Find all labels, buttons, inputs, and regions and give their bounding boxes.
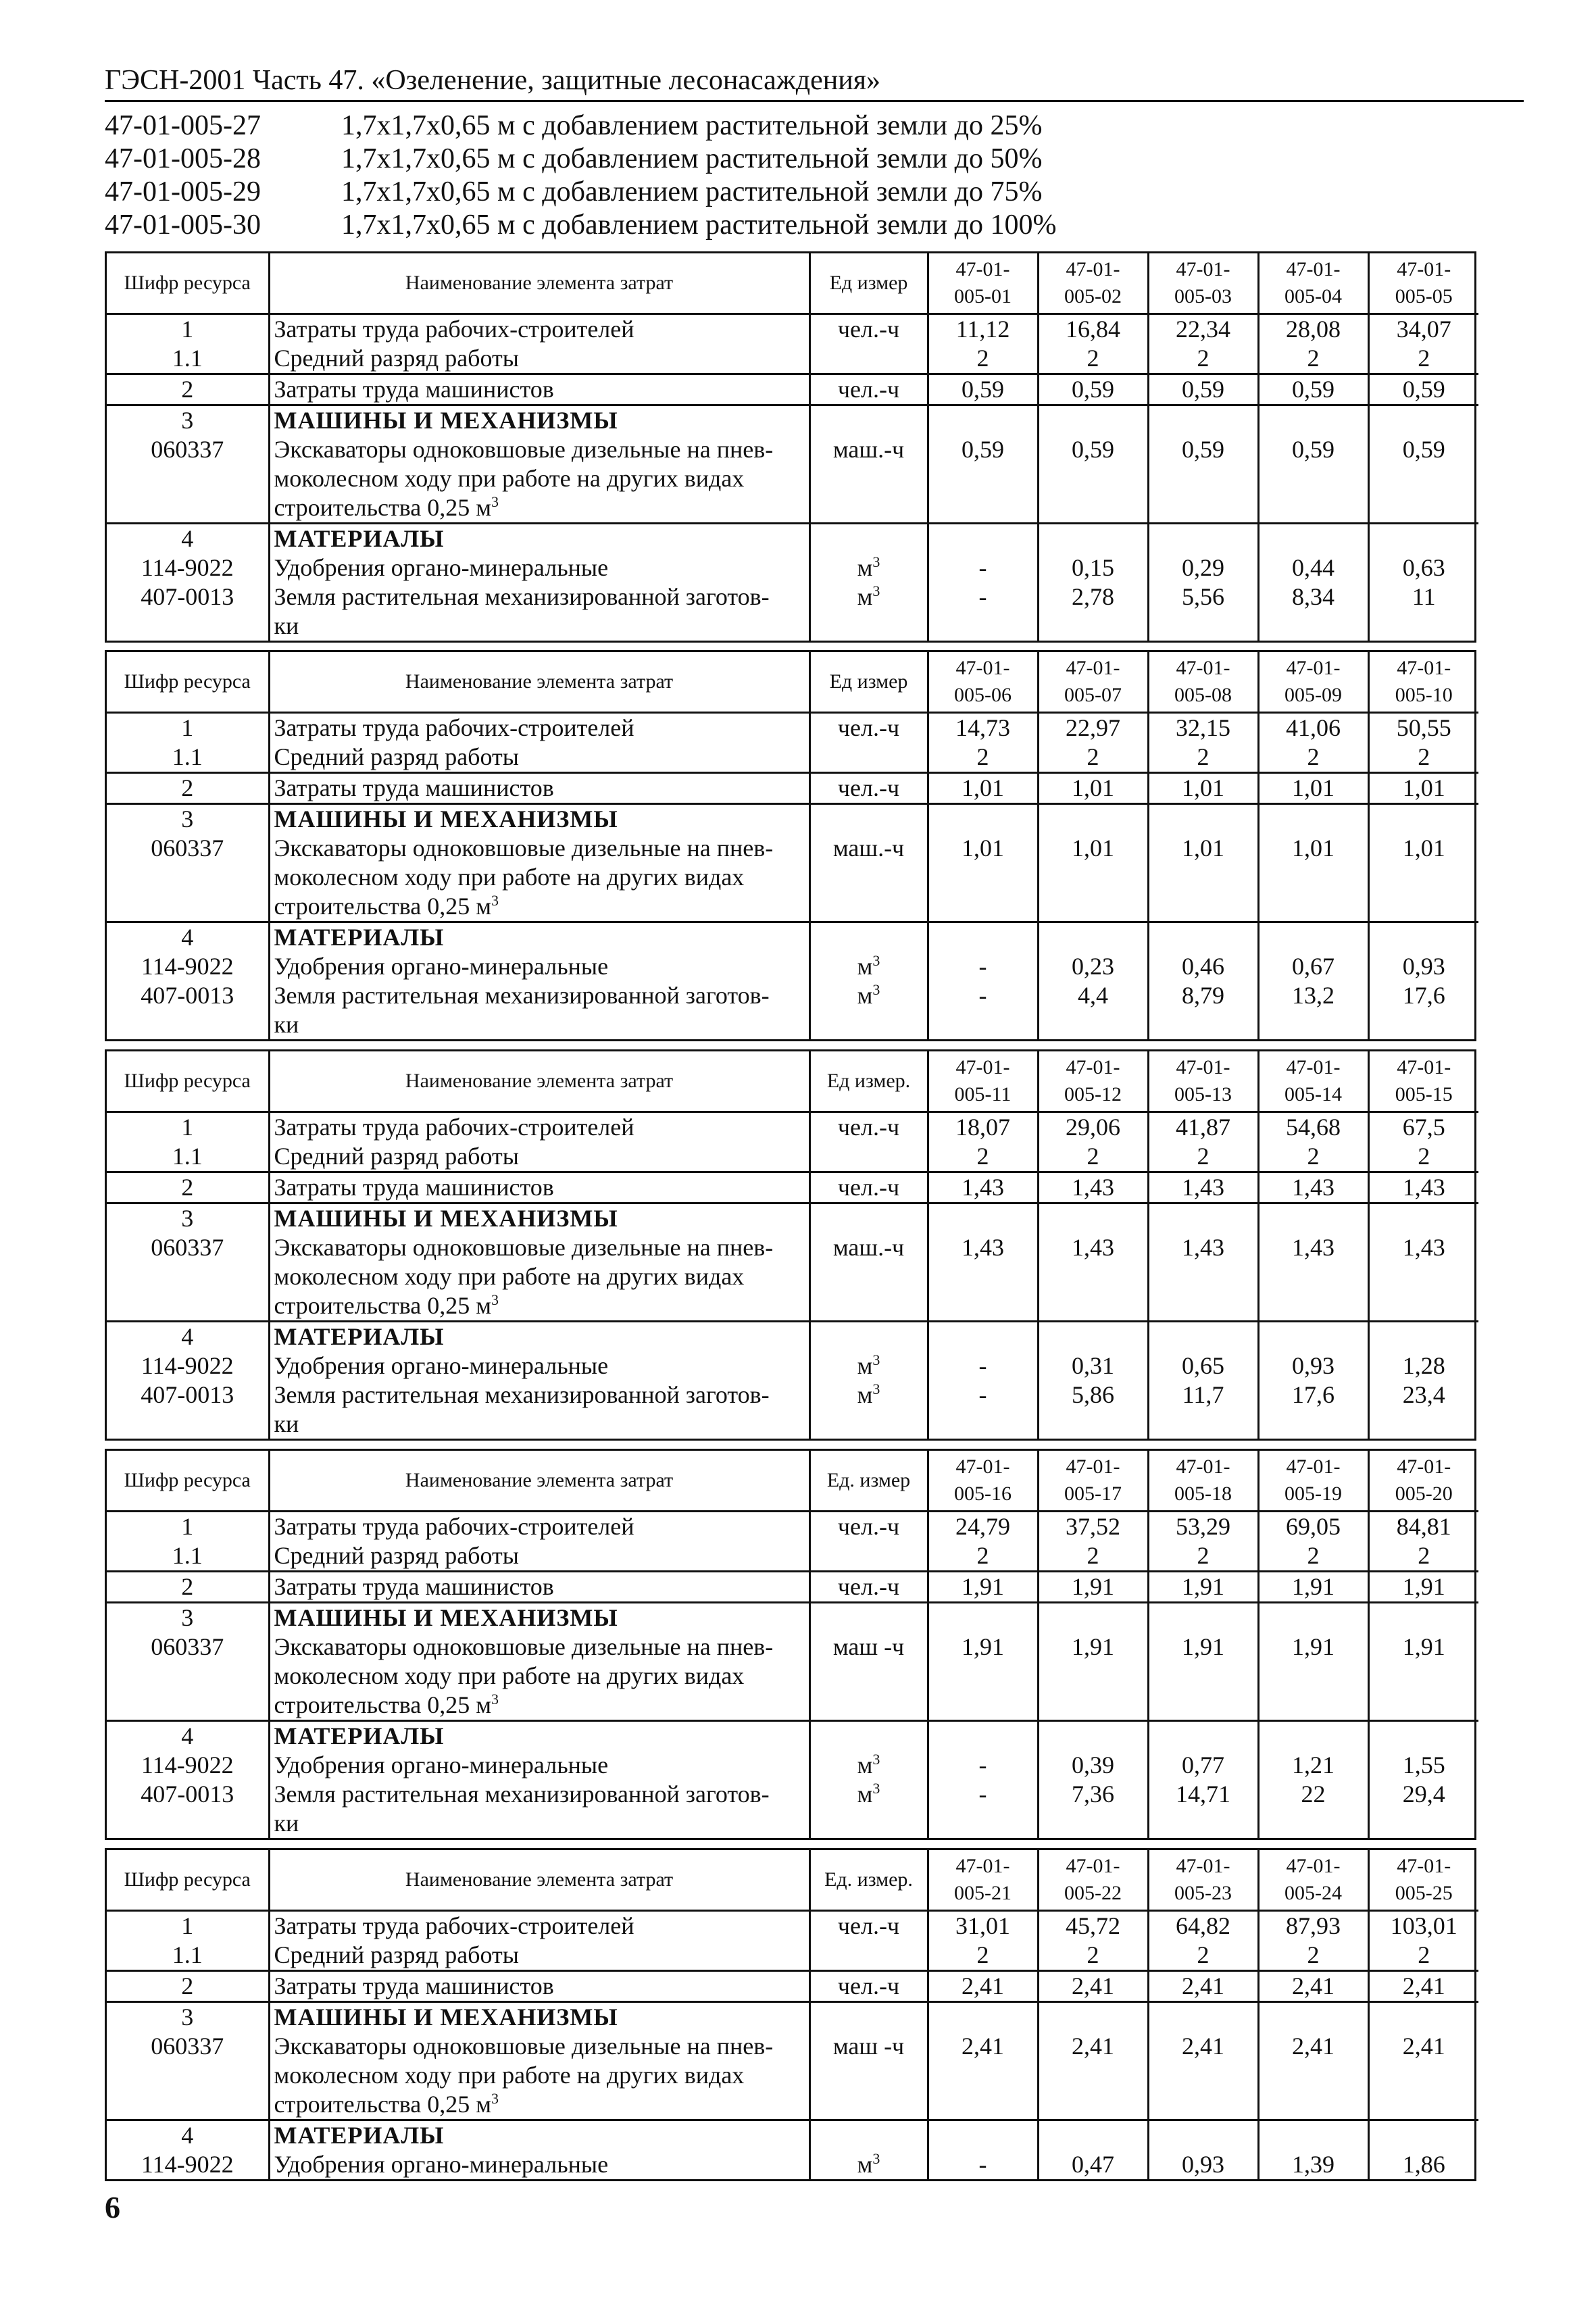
intro-item [105,209,1524,242]
value-cell: 22,97 [1038,713,1148,743]
intro-code: 47-01-005-27 [105,110,261,141]
value-cell: 1,01 [1368,834,1478,922]
column-header: 47-01- 005-07 [1038,652,1148,713]
value-cell: 0,59 [1038,435,1148,524]
table-row: 2 Затраты труда машинистов чел.-ч 2,41 2,41 2,41 2,41 2,41 [107,1971,1478,2002]
table-row: 3 МАШИНЫ И МЕХАНИЗМЫ [107,2002,1478,2033]
section-heading: МАШИНЫ И МЕХАНИЗМЫ [269,405,809,436]
header-unit: Ед измер [809,253,928,314]
header-name: Наименование элемента затрат [269,1850,809,1911]
value-cell: 1,01 [1038,773,1148,804]
table-row: 1.1 Средний разряд работы 2 2 2 2 2 [107,743,1478,773]
table-header-row [107,652,1478,713]
intro-code: 47-01-005-28 [105,143,261,174]
value-cell: 1,39 [1258,2150,1368,2179]
intro-code: 47-01-005-29 [105,176,261,207]
value-cell: 8,34 [1258,582,1368,641]
value-cell: 2 [1368,743,1478,773]
value-cell: 87,93 [1258,1911,1368,1941]
value-cell: 0,39 [1038,1751,1148,1780]
table-row: 2 Затраты труда машинистов чел.-ч 1,01 1,01 1,01 1,01 1,01 [107,773,1478,804]
value-cell: 2,41 [928,2032,1038,2120]
header-name: Наименование элемента затрат [269,652,809,713]
value-cell: 1,01 [1368,773,1478,804]
value-cell: 1,91 [1368,1572,1478,1603]
value-cell: 0,29 [1148,553,1258,582]
value-cell: 0,59 [928,435,1038,524]
section-heading: МАТЕРИАЛЫ [269,524,809,554]
value-cell: 5,86 [1038,1380,1148,1439]
table-row: 060337 Экскаваторы одноковшовые дизельные на пнев- моколесном ходу при работе на других видах строительства 0,25 $м^3$ маш.-ч 1,43 1,43 1,43 1,43 1,43 [107,1233,1478,1322]
header-name: Наименование элемента затрат [269,1451,809,1512]
value-cell: 67,5 [1402,1114,1445,1141]
column-header: 47-01- 005-06 [928,652,1038,713]
column-header: 47-01- 005-13 [1148,1051,1258,1112]
table-row: 1.1 Средний разряд работы 2 2 2 2 2 [107,344,1478,374]
value-cell: - [928,952,1038,981]
value-cell: 4,4 [1038,981,1148,1039]
table-row: 4 МАТЕРИАЛЫ [107,1721,1478,1751]
resource-table [105,1848,1476,2181]
table-row: 1.1 Средний разряд работы 2 2 2 2 2 [107,1941,1478,1971]
section-heading: МАШИНЫ И МЕХАНИЗМЫ [269,1203,809,1234]
table-row: 060337 Экскаваторы одноковшовые дизельные на пнев- моколесном ходу при работе на других видах строительства 0,25 $м^3$ маш.-ч 1,01 1,01 1,01 1,01 1,01 [107,834,1478,922]
table-row: 3 МАШИНЫ И МЕХАНИЗМЫ [107,804,1478,835]
table-row: 1.1 Средний разряд работы 2 2 2 2 2 [107,1142,1478,1172]
value-cell: 1,91 [1038,1572,1148,1603]
column-header: 47-01- 005-23 [1148,1850,1258,1911]
table-row: 060337 Экскаваторы одноковшовые дизельные на пнев- моколесном ходу при работе на других видах строительства 0,25 $м^3$ маш -ч 1,91 1,91 1,91 1,91 1,91 [107,1633,1478,1721]
value-cell: 17,6 [1402,982,1445,1009]
value-cell: 1,01 [1258,834,1368,922]
resource-table [105,1449,1476,1840]
value-cell: 0,59 [1148,374,1258,405]
value-cell: 34,07 [1396,316,1451,343]
column-header: 47-01- 005-01 [928,253,1038,314]
resource-table [105,1049,1476,1441]
header-code: Шифр ресурса [107,1051,269,1112]
column-header: 47-01- 005-18 [1148,1451,1258,1512]
value-cell: 1,91 [1148,1572,1258,1603]
intro-code: 47-01-005-30 [105,209,261,241]
value-cell: 64,82 [1148,1911,1258,1941]
value-cell: 28,08 [1258,314,1368,345]
value-cell: 2 [1258,1941,1368,1971]
value-cell: 14,71 [1148,1780,1258,1838]
value-cell: 1,28 [1402,1352,1445,1379]
value-cell: 1,43 [928,1172,1038,1203]
value-cell: 7,36 [1038,1780,1148,1838]
value-cell: 53,29 [1148,1512,1258,1542]
value-cell: 1,21 [1258,1751,1368,1780]
value-cell: 1,43 [1368,1233,1478,1322]
table-row: 060337 Экскаваторы одноковшовые дизельные на пнев- моколесном ходу при работе на других видах строительства 0,25 $м^3$ маш -ч 2,41 2,41 2,41 2,41 2,41 [107,2032,1478,2120]
value-cell: 2 [1258,743,1368,773]
intro-item [105,176,1524,209]
value-cell: 1,91 [1258,1572,1368,1603]
header-code: Шифр ресурса [107,1850,269,1911]
column-header: 47-01- 005-15 [1368,1051,1478,1112]
column-header: 47-01- 005-20 [1368,1451,1478,1512]
value-cell: 2 [928,344,1038,374]
value-cell: 2 [1038,344,1148,374]
value-cell: 0,59 [1258,435,1368,524]
value-cell: 1,43 [1038,1233,1148,1322]
value-cell: 29,4 [1402,1781,1445,1808]
value-cell: 32,15 [1148,713,1258,743]
intro-text: 1,7х1,7х0,65 м с добавлением растительной земли до 50% [341,143,1043,174]
value-cell: 2,41 [1038,2032,1148,2120]
value-cell: 2 [1038,743,1148,773]
value-cell: 1,91 [1148,1633,1258,1721]
table-row: 1 Затраты труда рабочих-строителей чел.-ч 24,79 37,52 53,29 69,05 84,81 [107,1512,1478,1542]
value-cell: - [928,553,1038,582]
value-cell: - [928,1780,1038,1838]
value-cell: - [928,2150,1038,2179]
value-cell: 1,43 [1258,1233,1368,1322]
value-cell: 2,41 [1148,2032,1258,2120]
table-row: 407-0013 Земля растительная механизированной заготов- ки $м^3$ - 4,4 8,79 13,2 17,6 [107,981,1478,1039]
column-header: 47-01- 005-03 [1148,253,1258,314]
table-header-row [107,1451,1478,1512]
value-cell: 1,01 [1258,773,1368,804]
header-name: Наименование элемента затрат [269,253,809,314]
page-header: ГЭСН-2001 Часть 47. «Озеленение, защитные лесонасаждения» [105,65,881,96]
section-heading: МАТЕРИАЛЫ [269,2120,809,2151]
value-cell: 0,59 [1368,435,1478,524]
value-cell: 8,79 [1148,981,1258,1039]
value-cell: 2 [1258,1541,1368,1572]
header-unit: Ед. измер [809,1451,928,1512]
table-row: 407-0013 Земля растительная механизированной заготов- ки $м^3$ - 7,36 14,71 22 29,4 [107,1780,1478,1838]
table-header-row [107,1051,1478,1112]
header-divider [105,100,1524,102]
column-header: 47-01- 005-11 [928,1051,1038,1112]
value-cell: 0,63 [1402,554,1445,581]
value-cell: 2 [1038,1941,1148,1971]
column-header: 47-01- 005-16 [928,1451,1038,1512]
value-cell: 1,91 [928,1572,1038,1603]
value-cell: 103,01 [1390,1912,1457,1939]
header-code: Шифр ресурса [107,253,269,314]
table-row: 407-0013 Земля растительная механизированной заготов- ки $м^3$ - 5,86 11,7 17,6 23,4 [107,1380,1478,1439]
value-cell: 2 [1148,344,1258,374]
column-header: 47-01- 005-10 [1368,652,1478,713]
section-heading: МАШИНЫ И МЕХАНИЗМЫ [269,1603,809,1633]
value-cell: 1,43 [928,1233,1038,1322]
value-cell: 2,78 [1038,582,1148,641]
value-cell: 11,12 [928,314,1038,345]
value-cell: 1,43 [1038,1172,1148,1203]
value-cell: 2 [928,743,1038,773]
page-number: 6 [105,2190,120,2224]
value-cell: 1,01 [1148,834,1258,922]
value-cell: 0,77 [1148,1751,1258,1780]
value-cell: - [928,1351,1038,1380]
value-cell: 2 [928,1941,1038,1971]
value-cell: 1,01 [1148,773,1258,804]
section-heading: МАТЕРИАЛЫ [269,1721,809,1751]
table-row: 114-9022 Удобрения органо-минеральные $м^3$ - 0,39 0,77 1,21 1,55 [107,1751,1478,1780]
value-cell: 2 [1368,344,1478,374]
intro-list [105,109,1524,242]
value-cell: 2 [1038,1142,1148,1172]
column-header: 47-01- 005-02 [1038,253,1148,314]
table-row: 1.1 Средний разряд работы 2 2 2 2 2 [107,1541,1478,1572]
value-cell: 0,93 [1402,953,1445,980]
table-row: 3 МАШИНЫ И МЕХАНИЗМЫ [107,1203,1478,1234]
value-cell: 1,91 [928,1633,1038,1721]
table-header-row [107,1850,1478,1911]
value-cell: 0,65 [1148,1351,1258,1380]
value-cell: 0,31 [1038,1351,1148,1380]
table-row: 114-9022 Удобрения органо-минеральные $м^3$ - 0,15 0,29 0,44 0,63 [107,553,1478,582]
value-cell: 2 [1368,1541,1478,1572]
column-header: 47-01- 005-14 [1258,1051,1368,1112]
value-cell: 1,55 [1402,1751,1445,1778]
value-cell: 0,93 [1258,1351,1368,1380]
header-unit: Ед измер. [809,1051,928,1112]
intro-item [105,143,1524,176]
section-heading: МАТЕРИАЛЫ [269,922,809,953]
table-row: 1 Затраты труда рабочих-строителей чел.-ч 14,73 22,97 32,15 41,06 50,55 [107,713,1478,743]
header-name: Наименование элемента затрат [269,1051,809,1112]
section-heading: МАШИНЫ И МЕХАНИЗМЫ [269,804,809,835]
value-cell: 2,41 [1038,1971,1148,2002]
value-cell: 2 [1368,1142,1478,1172]
value-cell: 0,59 [928,374,1038,405]
value-cell: 1,01 [1038,834,1148,922]
table-row: 114-9022 Удобрения органо-минеральные $м^3$ - 0,31 0,65 0,93 1,28 [107,1351,1478,1380]
value-cell: 1,91 [1368,1633,1478,1721]
table-row: 1 Затраты труда рабочих-строителей чел.-ч 18,07 29,06 41,87 54,68 67,5 [107,1112,1478,1143]
value-cell: 1,43 [1258,1172,1368,1203]
resource-table [105,650,1476,1041]
intro-text: 1,7х1,7х0,65 м с добавлением растительной земли до 75% [341,176,1043,207]
value-cell: 2,41 [1368,1971,1478,2002]
column-header: 47-01- 005-17 [1038,1451,1148,1512]
table-row: 407-0013 Земля растительная механизированной заготов- ки $м^3$ - 2,78 5,56 8,34 11 [107,582,1478,641]
value-cell: 2 [1148,1142,1258,1172]
value-cell: 0,93 [1148,2150,1258,2179]
value-cell: 1,86 [1402,2151,1445,2178]
value-cell: 2 [1368,1941,1478,1971]
value-cell: 18,07 [928,1112,1038,1143]
value-cell: - [928,1380,1038,1439]
value-cell: 22 [1258,1780,1368,1838]
value-cell: 2 [1258,344,1368,374]
value-cell: 14,73 [928,713,1038,743]
value-cell: 0,23 [1038,952,1148,981]
column-header: 47-01- 005-08 [1148,652,1258,713]
section-heading: МАШИНЫ И МЕХАНИЗМЫ [269,2002,809,2033]
header-code: Шифр ресурса [107,652,269,713]
value-cell: 41,87 [1148,1112,1258,1143]
table-row: 2 Затраты труда машинистов чел.-ч 1,91 1,91 1,91 1,91 1,91 [107,1572,1478,1603]
value-cell: 84,81 [1396,1513,1451,1540]
value-cell: 22,34 [1148,314,1258,345]
table-row: 114-9022 Удобрения органо-минеральные $м^3$ - 0,23 0,46 0,67 0,93 [107,952,1478,981]
table-row: 4 МАТЕРИАЛЫ [107,1322,1478,1352]
value-cell: 69,05 [1258,1512,1368,1542]
value-cell: 1,43 [1148,1233,1258,1322]
table-row: 1 Затраты труда рабочих-строителей чел.-ч 11,12 16,84 22,34 28,08 34,07 [107,314,1478,345]
column-header: 47-01- 005-12 [1038,1051,1148,1112]
value-cell: 1,43 [1368,1172,1478,1203]
value-cell: 31,01 [928,1911,1038,1941]
value-cell: 13,2 [1258,981,1368,1039]
column-header: 47-01- 005-25 [1368,1850,1478,1911]
value-cell: 2,41 [1258,1971,1368,2002]
table-row: 2 Затраты труда машинистов чел.-ч 1,43 1,43 1,43 1,43 1,43 [107,1172,1478,1203]
table-header-row [107,253,1478,314]
value-cell: 29,06 [1038,1112,1148,1143]
value-cell: 0,47 [1038,2150,1148,2179]
value-cell: 2,41 [928,1971,1038,2002]
value-cell: 1,91 [1258,1633,1368,1721]
value-cell: 50,55 [1396,714,1451,741]
value-cell: 16,84 [1038,314,1148,345]
value-cell: 2 [928,1541,1038,1572]
value-cell: 45,72 [1038,1911,1148,1941]
table-row: 4 МАТЕРИАЛЫ [107,922,1478,953]
table-row: 4 МАТЕРИАЛЫ [107,524,1478,554]
value-cell: 2 [928,1142,1038,1172]
value-cell: - [928,1751,1038,1780]
column-header: 47-01- 005-22 [1038,1850,1148,1911]
table-row: 1 Затраты труда рабочих-строителей чел.-ч 31,01 45,72 64,82 87,93 103,01 [107,1911,1478,1941]
column-header: 47-01- 005-19 [1258,1451,1368,1512]
table-row: 060337 Экскаваторы одноковшовые дизельные на пнев- моколесном ходу при работе на других видах строительства 0,25 $м^3$ маш.-ч 0,59 0,59 0,59 0,59 0,59 [107,435,1478,524]
column-header: 47-01- 005-21 [928,1850,1038,1911]
value-cell: 0,46 [1148,952,1258,981]
value-cell: 1,01 [928,773,1038,804]
value-cell: 2,41 [1368,2032,1478,2120]
header-unit: Ед. измер. [809,1850,928,1911]
value-cell: 2 [1148,1941,1258,1971]
intro-text: 1,7х1,7х0,65 м с добавлением растительной земли до 25% [341,110,1043,141]
column-header: 47-01- 005-24 [1258,1850,1368,1911]
value-cell: 1,91 [1038,1633,1148,1721]
header-unit: Ед измер [809,652,928,713]
table-row: 3 МАШИНЫ И МЕХАНИЗМЫ [107,1603,1478,1633]
value-cell: 23,4 [1402,1381,1445,1408]
value-cell: 11 [1412,583,1436,610]
value-cell: 0,59 [1148,435,1258,524]
value-cell: 0,15 [1038,553,1148,582]
value-cell: 0,59 [1368,374,1478,405]
value-cell: 2,41 [1258,2032,1368,2120]
value-cell: 0,59 [1258,374,1368,405]
column-header: 47-01- 005-04 [1258,253,1368,314]
column-header: 47-01- 005-05 [1368,253,1478,314]
value-cell: 2 [1038,1541,1148,1572]
value-cell: 2,41 [1148,1971,1258,2002]
header-code: Шифр ресурса [107,1451,269,1512]
table-row: 114-9022 Удобрения органо-минеральные $м^3$ - 0,47 0,93 1,39 1,86 [107,2150,1478,2179]
intro-text: 1,7х1,7х0,65 м с добавлением растительной земли до 100% [341,209,1057,241]
value-cell: 37,52 [1038,1512,1148,1542]
value-cell: 0,67 [1258,952,1368,981]
table-row: 4 МАТЕРИАЛЫ [107,2120,1478,2151]
section-heading: МАТЕРИАЛЫ [269,1322,809,1352]
value-cell: 2 [1258,1142,1368,1172]
value-cell: 1,43 [1148,1172,1258,1203]
table-row: 3 МАШИНЫ И МЕХАНИЗМЫ [107,405,1478,436]
value-cell: 2 [1148,743,1258,773]
value-cell: - [928,582,1038,641]
value-cell: 54,68 [1258,1112,1368,1143]
intro-item [105,109,1524,143]
value-cell: 0,59 [1038,374,1148,405]
value-cell: 24,79 [928,1512,1038,1542]
value-cell: 17,6 [1258,1380,1368,1439]
value-cell: 5,56 [1148,582,1258,641]
value-cell: 0,44 [1258,553,1368,582]
table-row: 2 Затраты труда машинистов чел.-ч 0,59 0,59 0,59 0,59 0,59 [107,374,1478,405]
value-cell: - [928,981,1038,1039]
value-cell: 41,06 [1258,713,1368,743]
value-cell: 2 [1148,1541,1258,1572]
value-cell: 11,7 [1148,1380,1258,1439]
resource-table [105,251,1476,643]
column-header: 47-01- 005-09 [1258,652,1368,713]
value-cell: 1,01 [928,834,1038,922]
